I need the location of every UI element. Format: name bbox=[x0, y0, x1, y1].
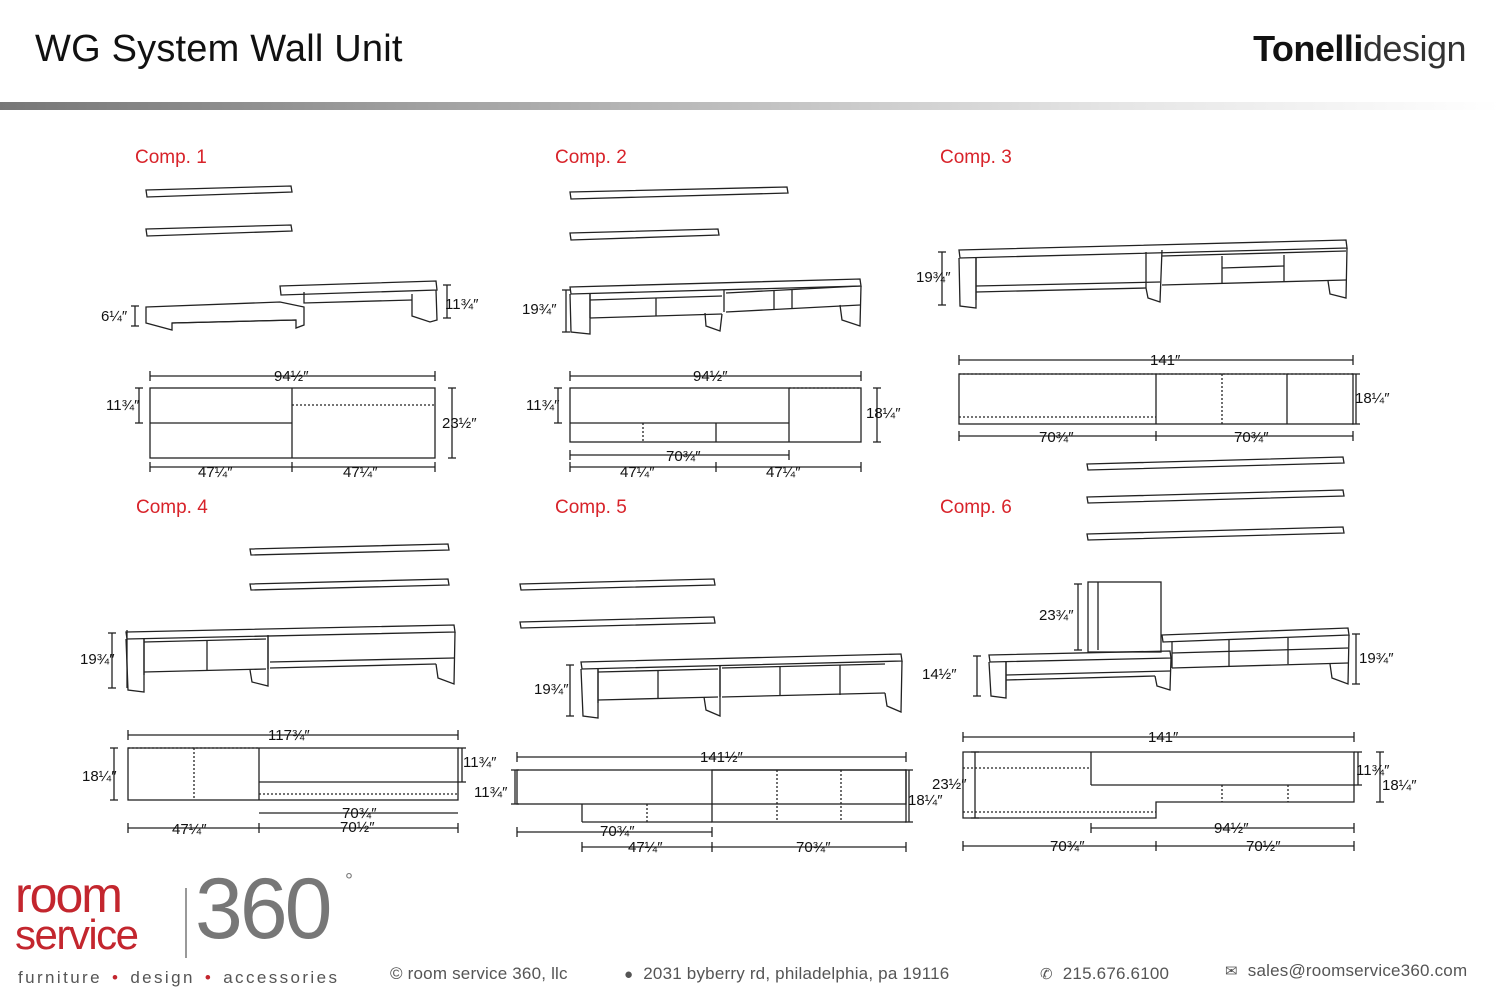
email[interactable] bbox=[1225, 961, 1467, 981]
comp-4-dim-text: 11¾″ bbox=[463, 754, 497, 771]
envelope-icon: ✉ bbox=[1225, 963, 1238, 980]
map-pin-icon: ● bbox=[624, 966, 634, 983]
comp-6-dim-text: 94½″ bbox=[1214, 820, 1249, 837]
comp-2-dim-text: 47¼″ bbox=[620, 464, 655, 481]
comp-4-elevation bbox=[108, 544, 455, 692]
logo-service-text: service bbox=[15, 911, 138, 958]
comp-3-dim-text: 19¾″ bbox=[916, 269, 951, 286]
tagline-item: accessories bbox=[223, 968, 340, 987]
tagline-dot: • bbox=[204, 968, 214, 987]
comp-6-dim-text: 70½″ bbox=[1246, 838, 1281, 855]
comp-3-elevation bbox=[938, 240, 1347, 308]
comp-1-dim-text: 23½″ bbox=[442, 415, 477, 432]
comp-5-dim-text: 70¾″ bbox=[796, 839, 831, 856]
comp-1-dim-text: 94½″ bbox=[274, 368, 309, 385]
comp-3-dim-text: 18¼″ bbox=[1355, 390, 1390, 407]
comp-5-dim-text: 19¾″ bbox=[534, 681, 569, 698]
comp-6-dim-text: 11¾″ bbox=[1356, 762, 1390, 779]
comp-5-dim-text: 70¾″ bbox=[600, 823, 635, 840]
comp-3-dim-text: 70¾″ bbox=[1234, 429, 1269, 446]
comp-4-dim-text: 70¾″ bbox=[342, 805, 377, 822]
comp-2-plan bbox=[554, 371, 881, 472]
logo-degree: ° bbox=[345, 870, 353, 892]
comp-6-elevation bbox=[973, 582, 1360, 698]
comp-1-dim-text: 11¾″ bbox=[445, 296, 479, 313]
comp-3-dim-text: 141″ bbox=[1150, 352, 1181, 369]
address bbox=[624, 964, 949, 984]
comp-2-dim-text: 11¾″ bbox=[526, 397, 560, 414]
comp-6-dim-text: 14½″ bbox=[922, 666, 957, 683]
comp-5-dim-text: 11¾″ bbox=[474, 784, 508, 801]
comp-5-elevation bbox=[520, 579, 902, 718]
comp-6-dim-text: 141″ bbox=[1148, 729, 1179, 746]
comp-2-elevation bbox=[562, 187, 861, 334]
comp-2-dim-text: 18¼″ bbox=[866, 405, 901, 422]
email-text[interactable]: sales@roomservice360.com bbox=[1247, 961, 1468, 980]
comp-6-label: Comp. 6 bbox=[940, 497, 1012, 518]
comp-3-label: Comp. 3 bbox=[940, 147, 1012, 168]
copyright: © room service 360, llc bbox=[390, 964, 568, 983]
comp-1-label: Comp. 1 bbox=[135, 147, 207, 168]
tagline-item: furniture bbox=[18, 968, 102, 987]
comp-4-dim-text: 18¼″ bbox=[82, 768, 117, 785]
logo-separator bbox=[185, 888, 187, 958]
comp-2-dim-text: 94½″ bbox=[693, 368, 728, 385]
comp-1-dim-text: 47¼″ bbox=[343, 464, 378, 481]
brand-light: design bbox=[1362, 28, 1466, 69]
comp-6-dim-text: 70¾″ bbox=[1050, 838, 1085, 855]
comp-2-dim-text: 19¾″ bbox=[522, 301, 557, 318]
comp-4-dim-text: 70½″ bbox=[340, 819, 375, 836]
comp-2-dim-text: 47¼″ bbox=[766, 464, 801, 481]
comp-5-label: Comp. 5 bbox=[555, 497, 627, 518]
comp-1-dim-text: 47¼″ bbox=[198, 464, 233, 481]
comp-1-plan bbox=[135, 371, 456, 472]
phone[interactable] bbox=[1040, 964, 1169, 984]
comp-1-dim-text: 6¼″ bbox=[101, 308, 128, 325]
page-title: WG System Wall Unit bbox=[35, 28, 403, 70]
comp-6-plan bbox=[963, 732, 1384, 851]
phone-icon: ✆ bbox=[1040, 966, 1053, 983]
comp-4-dim-text: 117¾″ bbox=[268, 727, 310, 744]
comp-6-shelves bbox=[1087, 457, 1344, 540]
tagline-item: design bbox=[130, 968, 195, 987]
comp-6-dim-text: 19¾″ bbox=[1359, 650, 1394, 667]
comp-5-plan bbox=[511, 752, 913, 852]
comp-2-label: Comp. 2 bbox=[555, 147, 627, 168]
comp-2-dim-text: 70¾″ bbox=[666, 448, 701, 465]
comp-4-label: Comp. 4 bbox=[136, 497, 208, 518]
phone-text[interactable]: 215.676.6100 bbox=[1062, 964, 1170, 983]
comp-1-elevation bbox=[131, 186, 451, 330]
comp-1-dim-text: 11¾″ bbox=[106, 397, 140, 414]
comp-5-dim-text: 47¼″ bbox=[628, 839, 663, 856]
address-text: 2031 byberry rd, philadelphia, pa 19116 bbox=[643, 964, 950, 983]
comp-6-dim-text: 23½″ bbox=[932, 776, 967, 793]
comp-4-plan bbox=[110, 730, 466, 833]
comp-4-dim-text: 19¾″ bbox=[80, 651, 115, 668]
comp-4-dim-text: 47¼″ bbox=[172, 821, 207, 838]
comp-6-dim-text: 18¼″ bbox=[1382, 777, 1417, 794]
comp-3-dim-text: 70¾″ bbox=[1039, 429, 1074, 446]
tagline bbox=[18, 968, 339, 988]
tagline-dot: • bbox=[111, 968, 121, 987]
comp-6-dim-text: 23¾″ bbox=[1039, 607, 1074, 624]
comp-5-dim-text: 141½″ bbox=[700, 749, 743, 766]
logo-360-text: 360 bbox=[195, 861, 330, 957]
comp-5-dim-text: 18¼″ bbox=[908, 792, 943, 809]
brand-bold: Tonelli bbox=[1253, 28, 1363, 69]
logo-room-text: room bbox=[15, 867, 121, 923]
